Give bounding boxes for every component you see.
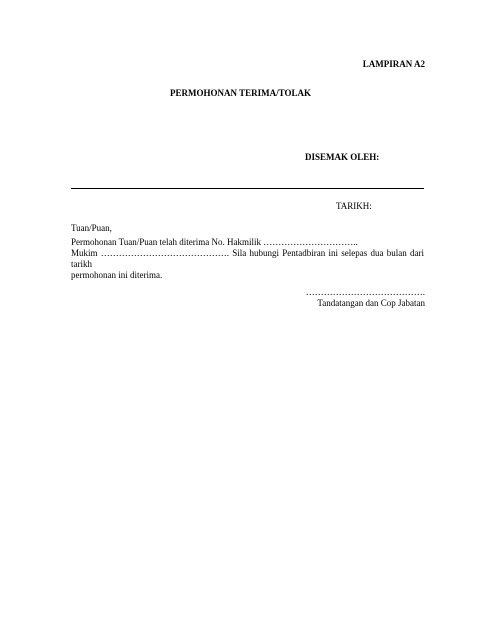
letter-line-1: Permohonan Tuan/Puan telah diterima No. Hakmilik …………………………..: [71, 237, 358, 247]
horizontal-divider: [71, 188, 424, 189]
appendix-label: LAMPIRAN A2: [362, 59, 425, 69]
reviewed-by-label: DISEMAK OLEH:: [305, 152, 380, 162]
date-label: TARIKH:: [336, 201, 372, 211]
letter-line-3: permohonan ini diterima.: [71, 270, 163, 280]
letter-line-2: Mukim ……………………………………. Sila hubungi Pentadbiran ini selepas dua bulan dari tarikh: [71, 248, 424, 269]
signature-caption: Tandatangan dan Cop Jabatan: [317, 298, 425, 308]
salutation: Tuan/Puan,: [71, 223, 112, 233]
form-title: PERMOHONAN TERIMA/TOLAK: [170, 88, 311, 98]
signature-line: ………………………………….: [305, 287, 425, 297]
letter-body: [71, 237, 424, 281]
